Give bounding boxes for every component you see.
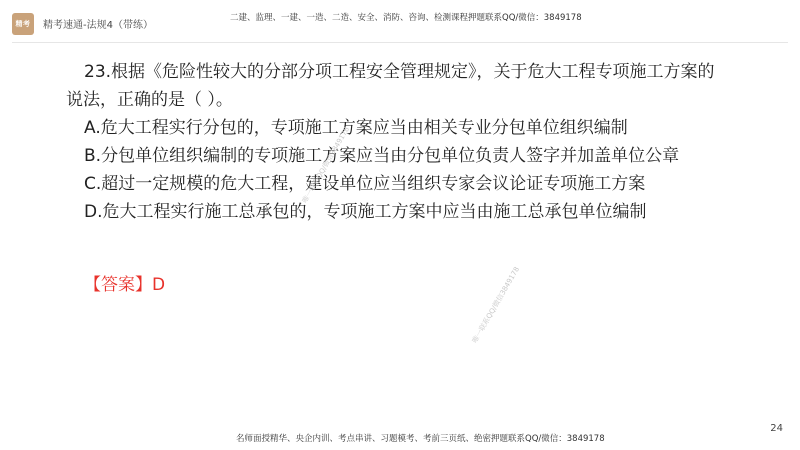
page-number: 24 xyxy=(770,423,783,434)
course-title: 精考速通-法规4（带练） xyxy=(43,20,153,31)
option-c: C.超过一定规模的危大工程，建设单位应当组织专家会议论证专项施工方案 xyxy=(84,174,646,194)
question-stem: 23.根据《危险性较大的分部分项工程安全管理规定》，关于危大工程专项施工方案的说法，正确的是（ ）。 xyxy=(66,62,715,110)
header-divider xyxy=(12,42,788,43)
question-block xyxy=(66,58,726,226)
footer-contact-note: 名师面授精华、央企内训、考点串讲、习题模考、考前三页纸、绝密押题联系QQ/微信：3849178 xyxy=(236,434,605,444)
option-b: B.分包单位组织编制的专项施工方案应当由分包单位负责人签字并加盖单位公章 xyxy=(84,146,680,166)
watermark: 唯一联系QQ/微信3849178 xyxy=(470,265,522,345)
option-d: D.危大工程实行施工总承包的，专项施工方案中应当由施工总承包单位编制 xyxy=(84,202,647,222)
option-a: A.危大工程实行分包的，专项施工方案应当由相关专业分包单位组织编制 xyxy=(84,118,628,138)
watermark: 唯一联系QQ/微信3849178 xyxy=(300,125,352,205)
header-contact-note: 二建、监理、一建、一造、二造、安全、消防、咨询、检测课程押题联系QQ/微信：3849178 xyxy=(230,13,582,23)
logo-icon: 精考 xyxy=(12,13,34,35)
answer-text: 【答案】D xyxy=(84,275,166,295)
